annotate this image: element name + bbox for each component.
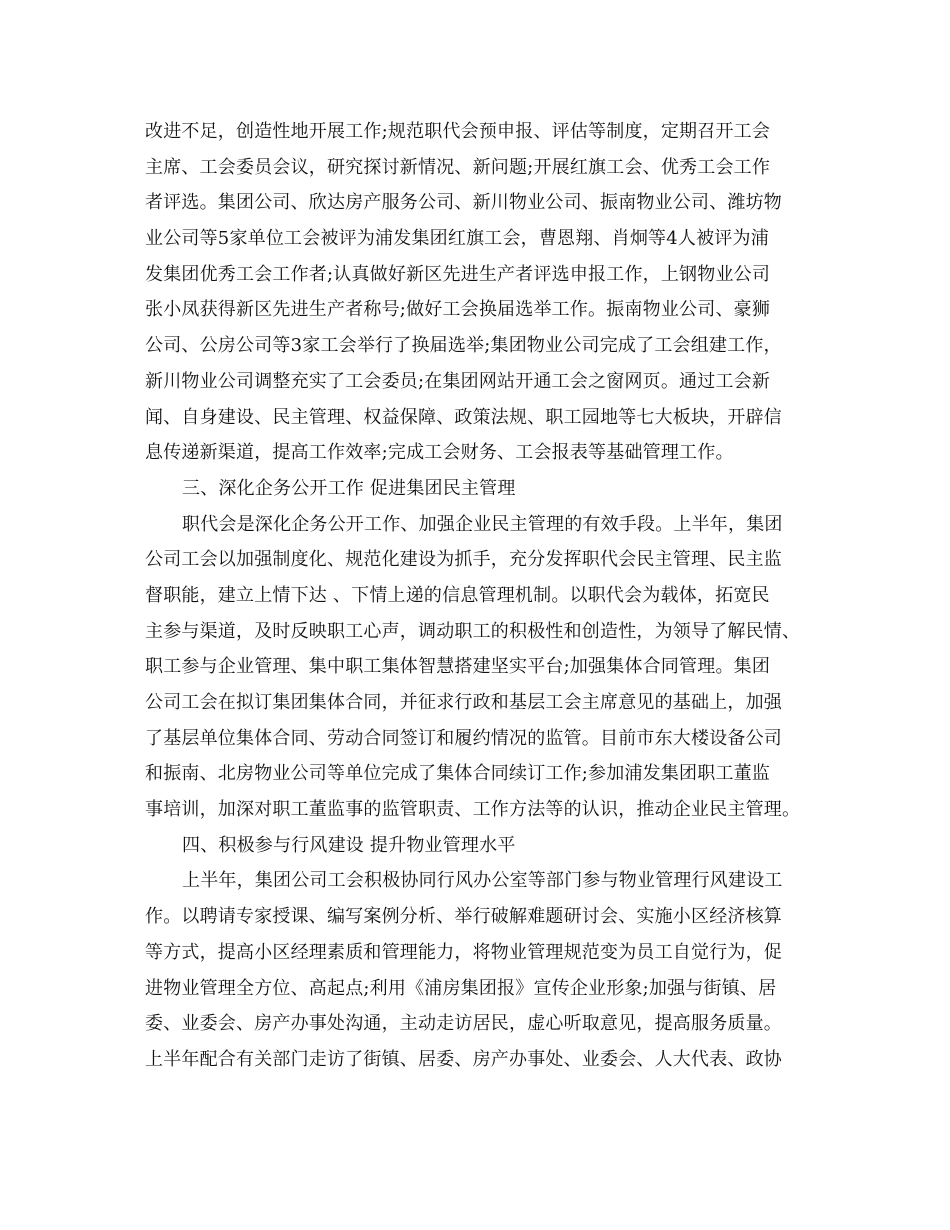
text-line: 职工参与企业管理、集中职工集体智慧搭建坚实平台;加强集体合同管理。集团 [145,656,771,678]
text-line: 上半年配合有关部门走访了街镇、居委、房产办事处、业委会、人大代表、政协 [145,1048,782,1070]
text-line: 息传递新渠道，提高工作效率;完成工会财务、工会报表等基础管理工作。 [145,442,734,464]
text-line: 督职能，建立上情下达 、下情上递的信息管理机制。以职代会为载体，拓宽民 [145,584,770,606]
section-heading: 三、深化企务公开工作 促进集团民主管理 [182,477,516,499]
text-line: 新川物业公司调整充实了工会委员;在集团网站开通工会之窗网页。通过工会新 [145,370,771,392]
text-line: 公司、公房公司等3家工会举行了换届选举;集团物业公司完成了工会组建工作， [145,335,782,357]
text-line: 职代会是深化企务公开工作、加强企业民主管理的有效手段。上半年，集团 [182,513,783,535]
text-line: 公司工会以加强制度化、规范化建设为抓手，充分发挥职代会民主管理、民主监 [145,549,782,571]
text-line: 发集团优秀工会工作者;认真做好新区先进生产者评选申报工作，上钢物业公司 [145,263,771,285]
text-line: 等方式，提高小区经理素质和管理能力，将物业管理规范变为员工自觉行为，促 [145,941,782,963]
text-line: 委、业委会、房产办事处沟通，主动走访居民，虚心听取意见，提高服务质量。 [145,1013,782,1035]
text-line: 改进不足，创造性地开展工作;规范职代会预申报、评估等制度，定期召开工会 [145,121,771,142]
text-line: 作。以聘请专家授课、编写案例分析、举行破解难题研讨会、实施小区经济核算 [145,906,782,928]
text-line: 进物业管理全方位、高起点;利用《浦房集团报》宣传企业形象;加强与街镇、居 [145,977,777,999]
text-line: 事培训，加深对职工董监事的监管职责、工作方法等的认识，推动企业民主管理。 [145,799,801,821]
text-line: 上半年，集团公司工会积极协同行风办公室等部门参与物业管理行风建设工 [182,870,783,892]
document-body [145,114,825,1078]
text-line: 主席、工会委员会议，研究探讨新情况、新问题;开展红旗工会、优秀工会工作 [145,156,771,178]
text-line: 张小凤获得新区先进生产者称号;做好工会换届选举工作。振南物业公司、豪狮 [145,299,771,321]
text-line: 公司工会在拟订集团集体合同，并征求行政和基层工会主席意见的基础上，加强 [145,692,782,713]
text-line: 主参与渠道，及时反映职工心声，调动职工的积极性和创造性，为领导了解民情、 [145,620,801,642]
text-line: 了基层单位集体合同、劳动合同签订和履约情况的监管。目前市东大楼设备公司 [145,727,782,749]
text-line: 闻、自身建设、民主管理、权益保障、政策法规、职工园地等七大板块，开辟信 [145,406,782,428]
text-line: 和振南、北房物业公司等单位完成了集体合同续订工作;参加浦发集团职工董监 [145,763,771,785]
text-line: 者评选。集团公司、欣达房产服务公司、新川物业公司、振南物业公司、潍坊物 [145,192,782,214]
text-line: 业公司等5家单位工会被评为浦发集团红旗工会，曹恩翔、肖炯等4人被评为浦 [145,228,769,250]
section-heading: 四、积极参与行风建设 提升物业管理水平 [182,834,516,856]
